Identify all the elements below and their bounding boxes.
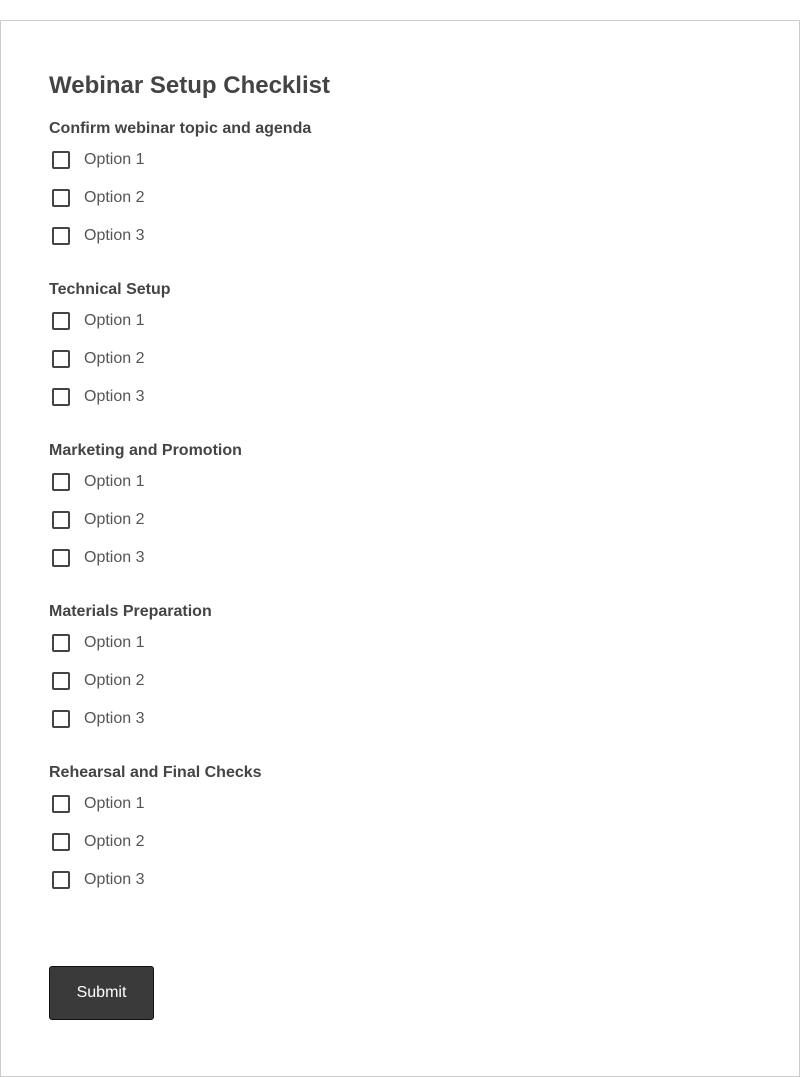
option-row[interactable] — [49, 146, 144, 174]
checkbox[interactable] — [52, 189, 70, 207]
option-row[interactable] — [49, 705, 144, 733]
checkbox[interactable] — [52, 549, 70, 567]
option-row[interactable] — [49, 222, 144, 250]
checkbox[interactable] — [52, 312, 70, 330]
checkbox[interactable] — [52, 227, 70, 245]
option-row[interactable] — [49, 790, 144, 818]
option-label: Option 2 — [84, 833, 145, 850]
checkbox[interactable] — [52, 350, 70, 368]
option-label: Option 3 — [84, 227, 145, 244]
checkbox[interactable] — [52, 672, 70, 690]
section-title: Marketing and Promotion — [49, 442, 242, 459]
option-row[interactable] — [49, 307, 144, 335]
option-row[interactable] — [49, 544, 144, 572]
option-row[interactable] — [49, 345, 144, 373]
checkbox[interactable] — [52, 151, 70, 169]
checkbox[interactable] — [52, 388, 70, 406]
option-label: Option 3 — [84, 871, 145, 888]
section-title: Rehearsal and Final Checks — [49, 764, 262, 781]
option-label: Option 3 — [84, 710, 145, 727]
option-label: Option 1 — [84, 795, 145, 812]
option-label: Option 2 — [84, 511, 145, 528]
option-label: Option 1 — [84, 312, 145, 329]
option-label: Option 3 — [84, 549, 145, 566]
checkbox[interactable] — [52, 871, 70, 889]
option-row[interactable] — [49, 468, 144, 496]
submit-button[interactable]: Submit — [49, 966, 154, 1020]
section-title: Materials Preparation — [49, 603, 212, 620]
checkbox[interactable] — [52, 473, 70, 491]
option-label: Option 1 — [84, 473, 145, 490]
checkbox[interactable] — [52, 710, 70, 728]
checkbox[interactable] — [52, 634, 70, 652]
option-label: Option 3 — [84, 388, 145, 405]
option-label: Option 2 — [84, 672, 145, 689]
option-row[interactable] — [49, 184, 144, 212]
option-row[interactable] — [49, 828, 144, 856]
form-title: Webinar Setup Checklist — [49, 72, 330, 99]
section-title: Technical Setup — [49, 281, 171, 298]
checkbox[interactable] — [52, 795, 70, 813]
option-label: Option 2 — [84, 350, 145, 367]
option-row[interactable] — [49, 629, 144, 657]
checkbox[interactable] — [52, 511, 70, 529]
checkbox[interactable] — [52, 833, 70, 851]
section-title: Confirm webinar topic and agenda — [49, 120, 312, 137]
option-label: Option 1 — [84, 151, 145, 168]
option-label: Option 1 — [84, 634, 145, 651]
option-row[interactable] — [49, 866, 144, 894]
option-row[interactable] — [49, 506, 144, 534]
option-row[interactable] — [49, 667, 144, 695]
checklist-form — [0, 20, 800, 1077]
option-label: Option 2 — [84, 189, 145, 206]
option-row[interactable] — [49, 383, 144, 411]
